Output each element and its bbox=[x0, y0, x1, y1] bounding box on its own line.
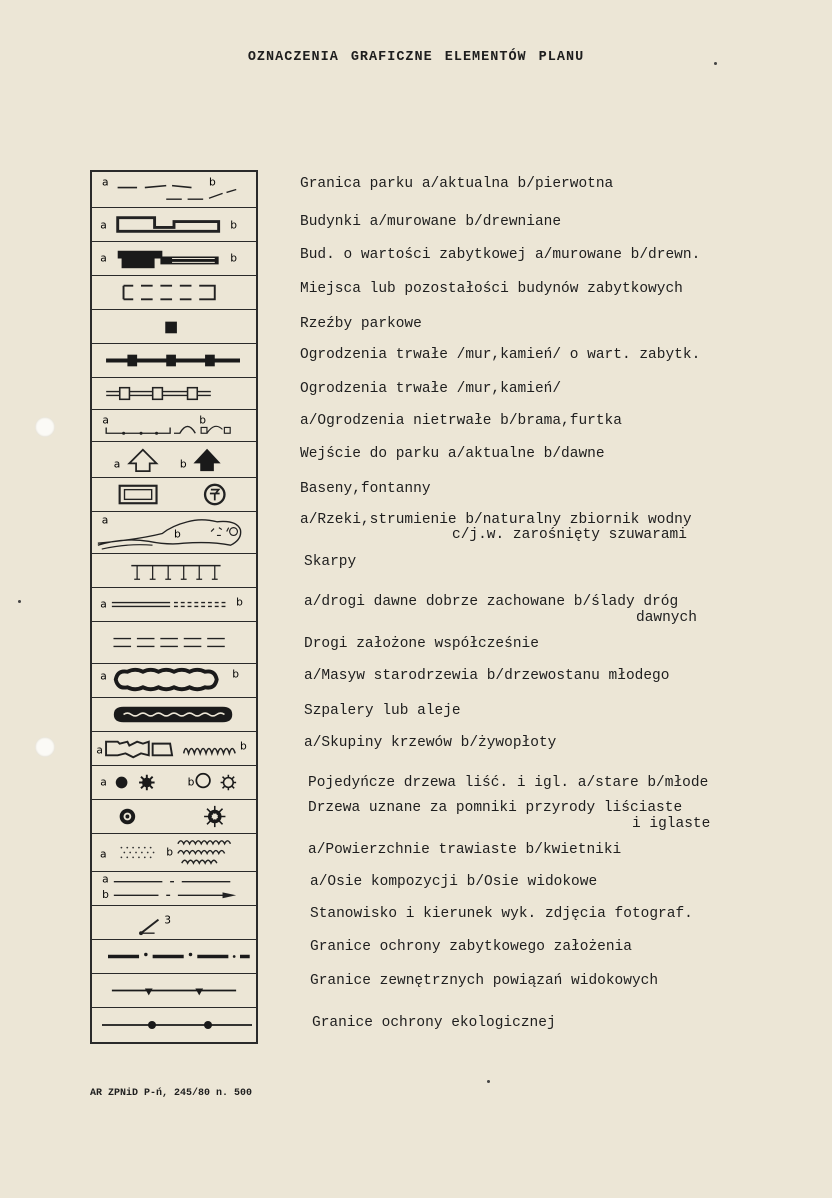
symbol-ecological-protection-boundary bbox=[92, 1008, 256, 1042]
archive-reference: AR ZPNiD P-ń, 245/80 n. 500 bbox=[90, 1088, 253, 1099]
svg-text:b: b bbox=[174, 527, 181, 541]
symbol-sculptures bbox=[92, 310, 256, 344]
svg-text:a: a bbox=[100, 251, 107, 265]
svg-text:b: b bbox=[209, 175, 216, 189]
desc-tree-alleys: Szpalery lub aleje bbox=[304, 703, 461, 719]
desc-grass-flowerbeds: a/Powierzchnie trawiaste b/kwietniki bbox=[308, 842, 622, 858]
desc-building-remains: Miejsca lub pozostałości budynów zabytkowych bbox=[300, 281, 683, 297]
desc-axes: a/Osie kompozycji b/Osie widokowe bbox=[310, 874, 598, 890]
desc-permanent-fence: Ogrodzenia trwałe /mur,kamień/ bbox=[300, 381, 562, 397]
desc-shrub-groups: a/Skupiny krzewów b/żywopłoty bbox=[304, 735, 557, 751]
symbol-single-trees bbox=[92, 766, 256, 800]
desc-monument-trees: Drzewa uznane za pomniki przyrody liściaste bbox=[308, 800, 683, 816]
desc-modern-roads: Drogi założone współcześnie bbox=[304, 636, 539, 652]
svg-text:a: a bbox=[100, 597, 107, 611]
symbol-heritage-protection-boundary bbox=[92, 940, 256, 974]
punch-hole-top bbox=[35, 417, 55, 437]
symbol-buildings bbox=[92, 208, 256, 242]
svg-text:b: b bbox=[187, 775, 195, 789]
svg-text:b: b bbox=[230, 218, 238, 232]
symbol-modern-roads bbox=[92, 622, 256, 664]
svg-text:b: b bbox=[230, 251, 238, 265]
svg-text:b: b bbox=[236, 595, 243, 609]
desc-historic-fence: Ogrodzenia trwałe /mur,kamień/ o wart. zabytk. bbox=[300, 347, 701, 363]
page-title: OZNACZENIA GRAFICZNE ELEMENTÓW PLANU bbox=[247, 50, 585, 65]
legend-symbol-column bbox=[90, 170, 258, 1044]
desc-ecological-boundary: Granice ochrony ekologicznej bbox=[312, 1015, 556, 1031]
symbol-historic-fence bbox=[92, 344, 256, 378]
symbol-old-tree-mass bbox=[92, 664, 256, 698]
paper-speck bbox=[18, 600, 21, 603]
svg-text:b: b bbox=[232, 667, 240, 681]
symbol-building-remains bbox=[92, 276, 256, 310]
symbol-pools-fountains bbox=[92, 478, 256, 512]
symbol-park-entrance bbox=[92, 442, 256, 478]
symbol-historic-buildings bbox=[92, 242, 256, 276]
svg-text:a: a bbox=[101, 513, 109, 527]
svg-text:b: b bbox=[199, 413, 206, 427]
symbol-rivers-water bbox=[92, 512, 256, 554]
svg-text:3: 3 bbox=[164, 913, 172, 927]
svg-text:a: a bbox=[100, 775, 107, 789]
symbol-composition-view-axes bbox=[92, 872, 256, 906]
svg-text:a: a bbox=[100, 218, 107, 232]
punch-hole-bottom bbox=[35, 737, 55, 757]
symbol-tree-alleys bbox=[92, 698, 256, 732]
desc-heritage-boundary: Granice ochrony zabytkowego założenia bbox=[310, 939, 632, 955]
svg-text:b: b bbox=[239, 739, 247, 753]
svg-text:a: a bbox=[100, 847, 107, 861]
desc-temporary-fence: a/Ogrodzenia nietrwałe b/brama,furtka bbox=[300, 413, 622, 429]
desc-rivers: a/Rzeki,strumienie b/naturalny zbiornik wodny bbox=[300, 512, 692, 528]
symbol-monument-trees bbox=[92, 800, 256, 834]
svg-text:b: b bbox=[166, 845, 174, 859]
desc-pools-fountains: Baseny,fontanny bbox=[300, 481, 431, 497]
svg-text:b: b bbox=[102, 888, 109, 902]
desc-historic-buildings: Bud. o wartości zabytkowej a/murowane b/drewn. bbox=[300, 247, 701, 263]
desc-rivers-line2: c/j.w. zarośnięty szuwarami bbox=[452, 527, 687, 543]
symbol-park-boundary bbox=[92, 172, 256, 208]
desc-escarpments: Skarpy bbox=[304, 554, 357, 570]
symbol-temporary-fence-gate bbox=[92, 410, 256, 442]
desc-buildings: Budynki a/murowane b/drewniane bbox=[300, 214, 562, 230]
svg-text:b: b bbox=[179, 457, 187, 471]
symbol-grass-flowerbeds bbox=[92, 834, 256, 872]
symbol-photo-position bbox=[92, 906, 256, 940]
desc-single-trees: Pojedyńcze drzewa liść. i igl. a/stare b/młode bbox=[308, 775, 709, 791]
desc-view-boundary: Granice zewnętrznych powiązań widokowych bbox=[310, 973, 659, 989]
svg-text:a: a bbox=[113, 457, 121, 471]
desc-park-entrance: Wejście do parku a/aktualne b/dawne bbox=[300, 446, 605, 462]
svg-text:a: a bbox=[102, 413, 109, 427]
desc-park-boundary: Granica parku a/aktualna b/pierwotna bbox=[300, 176, 614, 192]
desc-photo-position: Stanowisko i kierunek wyk. zdjęcia fotograf. bbox=[310, 906, 693, 922]
symbol-shrub-groups-hedges bbox=[92, 732, 256, 766]
symbol-escarpments bbox=[92, 554, 256, 588]
symbol-old-roads bbox=[92, 588, 256, 622]
svg-text:a: a bbox=[100, 669, 107, 683]
svg-text:a: a bbox=[96, 743, 103, 757]
symbol-view-relations-boundary bbox=[92, 974, 256, 1008]
symbol-permanent-fence bbox=[92, 378, 256, 410]
desc-old-roads: a/drogi dawne dobrze zachowane b/ślady dróg bbox=[304, 594, 679, 610]
svg-text:a: a bbox=[102, 872, 109, 886]
svg-text:a: a bbox=[102, 175, 109, 189]
paper-speck bbox=[487, 1080, 490, 1083]
desc-sculptures: Rzeźby parkowe bbox=[300, 316, 422, 332]
desc-monument-trees-line2: i iglaste bbox=[632, 816, 711, 832]
desc-old-roads-line2: dawnych bbox=[636, 610, 697, 626]
desc-old-tree-mass: a/Masyw starodrzewia b/drzewostanu młodego bbox=[304, 668, 670, 684]
